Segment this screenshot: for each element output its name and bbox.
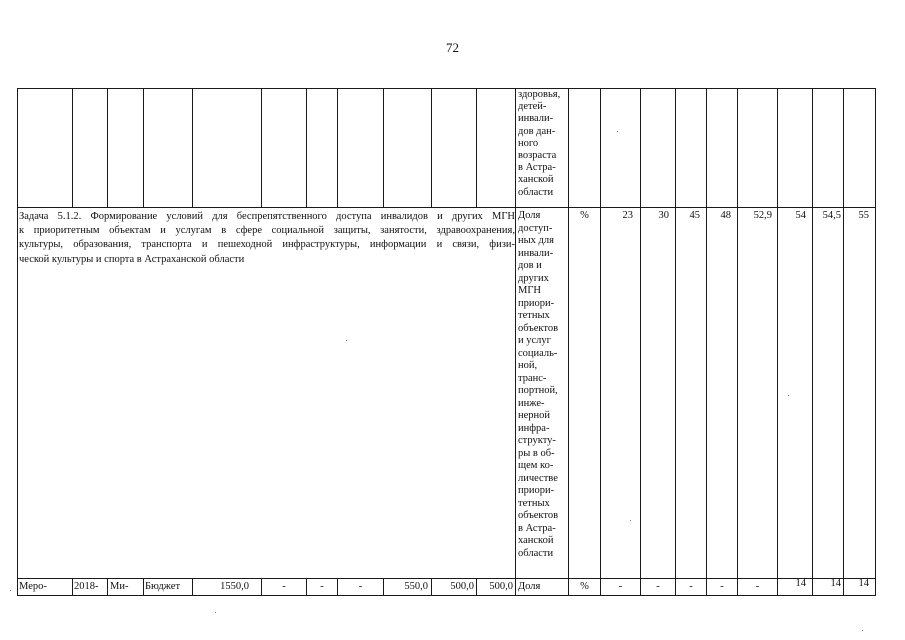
event-value-2: -	[656, 581, 660, 592]
task-value-2: 30	[658, 210, 669, 221]
event-value-7: 14	[830, 578, 841, 589]
col-divider-g-top	[337, 88, 338, 208]
col-divider-indicator	[515, 88, 516, 596]
scan-speck	[862, 630, 863, 631]
table-border-right	[875, 88, 876, 596]
task-value-4: 48	[720, 210, 731, 221]
row-divider-2	[17, 578, 876, 579]
event-value-8: 14	[858, 578, 869, 589]
col-divider-v1	[600, 88, 601, 596]
scan-speck	[630, 520, 631, 521]
table-border-left	[17, 88, 18, 596]
program-table	[17, 88, 876, 596]
event-value-3: -	[689, 581, 693, 592]
page-number: 72	[446, 40, 459, 55]
event-source: Бюджет	[145, 581, 181, 592]
col-divider-a-top	[72, 88, 73, 208]
event-year-4: 550,0	[404, 581, 428, 592]
col-divider-i-top	[431, 88, 432, 208]
scan-speck	[10, 590, 11, 591]
event-year-5: 500,0	[450, 581, 474, 592]
scan-speck	[118, 222, 119, 223]
col-divider-a-bottom	[72, 578, 73, 596]
scan-speck	[617, 131, 618, 132]
event-value-6: 14	[795, 578, 806, 589]
col-divider-b-bottom	[107, 578, 108, 596]
col-divider-b-top	[107, 88, 108, 208]
task-indicator: Доля доступ- ных для инвали- дов и других МГН приори- тетных объектов и услуг социаль- ной, транс- портной, инже- нерной инфра- структу- ры в об- щем ко- личестве приори- тетных объектов в Астра- ханской области	[518, 210, 559, 559]
event-year-3: -	[358, 581, 363, 592]
task-value-3: 45	[689, 210, 700, 221]
scan-speck	[346, 340, 347, 341]
table-border-bottom	[17, 595, 876, 596]
task-value-6: 54	[795, 210, 806, 221]
col-divider-v6	[777, 88, 778, 596]
event-unit: %	[580, 581, 589, 592]
task-unit: %	[580, 210, 589, 221]
col-divider-d-top	[192, 88, 193, 208]
event-value-4: -	[720, 581, 724, 592]
event-name: Меро-	[19, 581, 47, 592]
col-divider-c-bottom	[143, 578, 144, 596]
col-divider-v8	[843, 88, 844, 596]
event-value-1: -	[618, 581, 623, 592]
task-value-5: 52,9	[753, 210, 772, 221]
col-divider-v2	[640, 88, 641, 596]
task-value-8: 55	[858, 210, 869, 221]
col-divider-j-top	[476, 88, 477, 208]
col-divider-h-top	[383, 88, 384, 208]
col-divider-v4	[706, 88, 707, 596]
event-value-5: -	[755, 581, 760, 592]
task-value-1: 23	[622, 210, 633, 221]
task-value-7: 54,5	[822, 210, 841, 221]
col-divider-f-top	[306, 88, 307, 208]
scan-speck	[215, 612, 216, 613]
event-indicator: Доля	[518, 581, 541, 592]
event-executor: Ми-	[110, 581, 129, 592]
row-divider-1	[17, 207, 876, 208]
col-divider-c-top	[143, 88, 144, 208]
event-year-1: -	[282, 581, 286, 592]
row-top-indicator: здоровья, детей- инвали- дов дан- ного возраста в Астра- ханской области	[518, 89, 561, 198]
col-divider-v5	[737, 88, 738, 596]
col-divider-e-top	[261, 88, 262, 208]
event-years: 2018-	[74, 581, 99, 592]
event-year-2: -	[320, 581, 324, 592]
scan-speck	[788, 395, 789, 396]
event-year-6: 500,0	[489, 581, 513, 592]
col-divider-v7	[812, 88, 813, 596]
col-divider-v3	[675, 88, 676, 596]
task-description: Задача 5.1.2. Формирование условий для беспрепятственного доступа инвалидов и других МГН к приоритетным объектам и услугам в сфере социальной защиты, занятости, здравоохранения, культуры, образования, транспорта и пешеходной инфраструктуры, информации и связи, физи- ческой культуры и спорта в Астраханской области	[19, 211, 515, 265]
table-border-top	[17, 88, 876, 89]
col-divider-unit	[568, 88, 569, 596]
event-total: 1550,0	[220, 581, 249, 592]
